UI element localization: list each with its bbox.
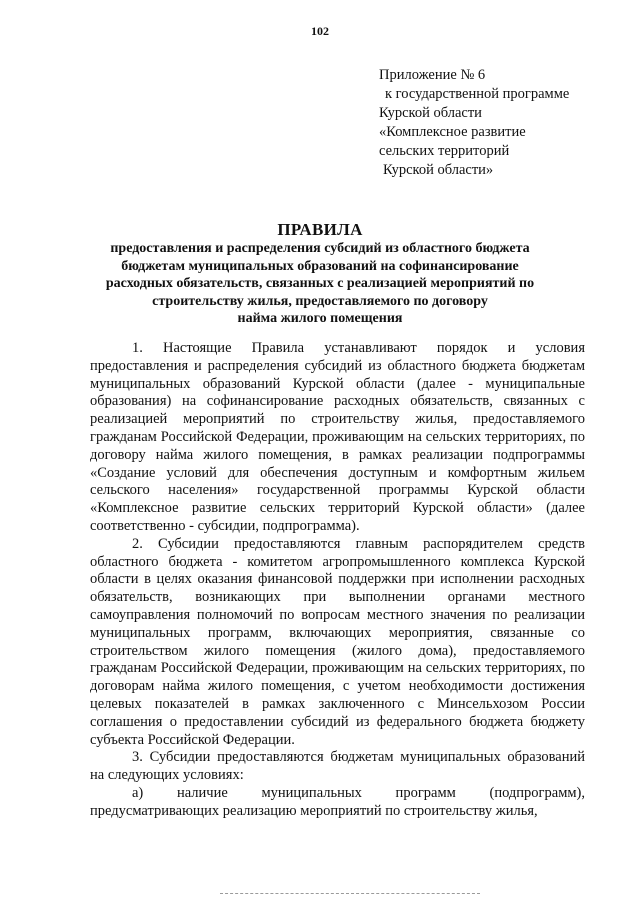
appendix-line: Курской области»	[383, 162, 494, 178]
document-title: ПРАВИЛА	[277, 220, 363, 239]
bottom-divider	[220, 893, 480, 894]
appendix-line: сельских территорий	[379, 143, 510, 159]
clause-a: а) наличие муниципальных программ (подпрограмм), предусматривающих реализацию мероприятий по строительству жилья,	[90, 784, 585, 819]
subtitle-line: расходных обязательств, связанных с реализацией мероприятий по	[105, 276, 535, 291]
subtitle-line: предоставления и распределения субсидий из областного бюджета	[110, 241, 530, 256]
paragraph-3: 3. Субсидии предоставляются бюджетам муниципальных образований на следующих условиях:	[90, 749, 585, 784]
appendix-line: «Комплексное развитие	[379, 124, 526, 140]
subtitle-line: строительству жилья, предоставляемого по договору	[152, 293, 488, 309]
document-subtitle	[90, 240, 550, 328]
appendix-line: Курской области	[379, 105, 482, 121]
paragraph-1: 1. Настоящие Правила устанавливают порядок и условия предоставления и распределения субсидий из областного бюджета бюджетам муниципальных образований Курской области (далее - муниципальные образования) на софинансирование расходных обязательств, связанных с реализацией мероприятий по строительству жилья, предоставляемого гражданам Российской Федерации, проживающим на сельских территориях, по договору найма жилого помещения, в рамках реализации подпрограммы «Создание условий для обеспечения доступным и комфортным жильем сельского населения» государственной программы Курской области «Комплексное развитие сельских территорий Курской области» (далее соответственно - субсидии, подпрограмма).	[90, 340, 585, 534]
subtitle-line: бюджетам муниципальных образований на софинансирование	[121, 258, 519, 274]
appendix-block	[379, 66, 619, 180]
document-body	[90, 340, 585, 821]
subtitle-line: найма жилого помещения	[237, 311, 403, 326]
paragraph-2: 2. Субсидии предоставляются главным распорядителем средств областного бюджета - комитетом агропромышленного комплекса Курской области в целях оказания финансовой поддержки при исполнении расходных обязательств, возникающих при выполнении органами местного самоуправления полномочий по вопросам местного значения по реализации муниципальных программ, включающих мероприятия, связанные со строительством жилого помещения (жилого дома), предоставляемого гражданам Российской Федерации, проживающим на сельских территориях, по договорам найма жилого помещения, с учетом необходимости достижения целевых показателей в рамках заключенного с Минсельхозом России соглашения о предоставлении субсидий из федерального бюджета бюджету субъекта Российской Федерации.	[90, 535, 585, 748]
page-number: 102	[311, 24, 329, 38]
appendix-line: Приложение № 6	[379, 67, 486, 83]
appendix-line: к государственной программе	[385, 86, 570, 102]
